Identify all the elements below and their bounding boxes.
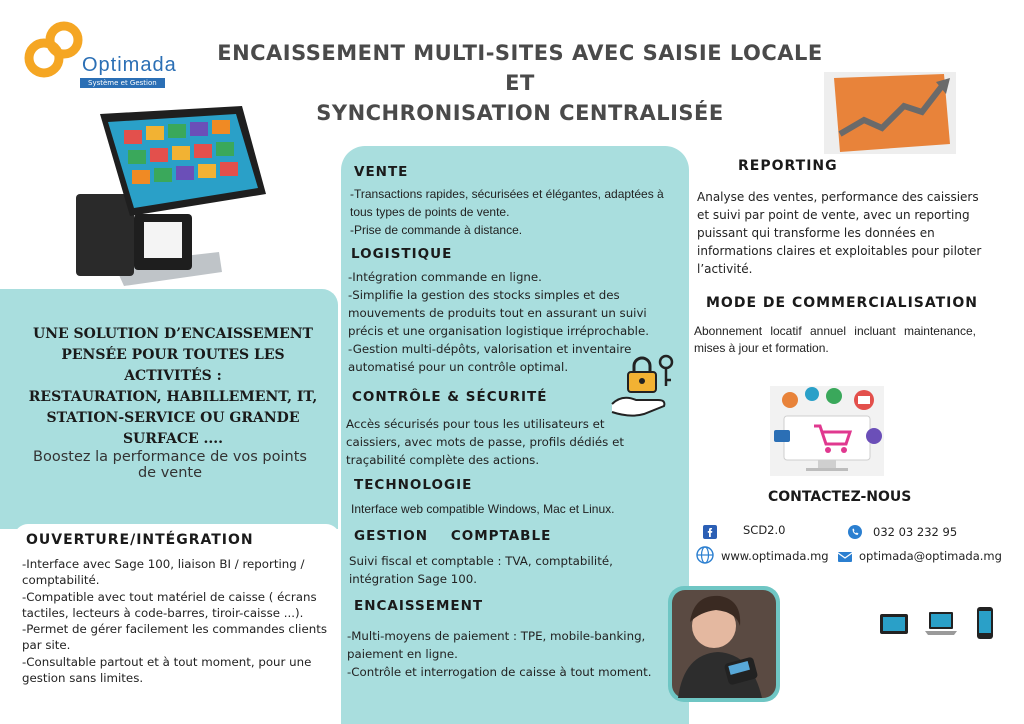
technologie-title: TECHNOLOGIE [354,477,473,493]
list-item: -Intégration commande en ligne. [348,270,542,284]
list-item: -Multi-moyens de paiement : TPE, mobile-banking, paiement en ligne. [347,629,646,661]
logo-name: Optimada [82,54,177,76]
solution-tagline [28,324,318,450]
cashier-photo [668,586,780,702]
list-item: -Gestion multi-dépôts, valorisation et inventaire automatisé pour un contrôle optimal. [348,342,632,374]
vente-list [350,185,684,239]
title-line-2: SYNCHRONISATION CENTRALISÉE [316,101,724,125]
phone-icon [848,525,862,539]
list-item: -Consultable partout et à tout moment, pour une gestion sans limites. [22,654,312,686]
contact-title: CONTACTEZ-NOUS [768,489,912,505]
smartphone-icon [975,606,995,640]
page-title [200,38,840,128]
tagline-line-5: SURFACE .... [122,431,224,447]
logistique-title: LOGISTIQUE [351,246,453,262]
reporting-body: Analyse des ventes, performance des caissiers et suivi par point de vente, avec un reporting puissant qui transforme les données en informations claires et exploitables pour piloter l’activité. [697,190,982,276]
encaissement-list [347,627,669,681]
gestion-title-b: COMPTABLE [450,528,552,544]
phone-number[interactable]: 032 03 232 95 [873,525,958,539]
email-link[interactable]: optimada@optimada.mg [859,549,1002,563]
list-item: -Simplifie la gestion des stocks simples et des mouvements de produits tout en assurant un suivi précis et une organisation logistique irréprochable. [348,288,649,338]
gestion-title [354,528,551,544]
logo-mark-icon [24,20,90,82]
email-icon [838,550,852,564]
facebook-icon [703,525,717,539]
tagline-line-1: UNE SOLUTION D’ENCAISSEMENT [33,326,313,342]
controle-body: Accès sécurisés pour tous les utilisateurs et caissiers, avec mots de passe, profils dédiés et traçabilité complète des actions. [346,417,624,467]
encaissement-title: ENCAISSEMENT [354,598,484,614]
list-item: -Interface avec Sage 100, liaison BI / reporting / comptabilité. [22,557,305,588]
vente-title: VENTE [354,164,409,180]
ouverture-title: OUVERTURE/INTÉGRATION [26,532,254,548]
logo-tagline: Système et Gestion [80,78,165,88]
title-line-1: ENCAISSEMENT MULTI-SITES AVEC SAISIE LOCALE ET [217,41,823,95]
list-item: -Compatible avec tout matériel de caisse ( écrans tactiles, lecteurs à code-barres, tiroir-caisse ...). [22,589,317,620]
tagline-line-4: STATION-SERVICE OU GRANDE [46,410,300,426]
list-item: -Permet de gérer facilement les commandes clients par site. [22,622,327,653]
ecommerce-monitor-icon [770,386,884,476]
technologie-body: Interface web compatible Windows, Mac et Linux. [351,502,615,516]
list-item: -Contrôle et interrogation de caisse à tout moment. [347,665,652,679]
list-item: -Transactions rapides, sécurisées et élégantes, adaptées à tous types de points de vente. [350,187,664,219]
list-item: -Prise de commande à distance. [350,223,523,237]
globe-icon [696,546,714,564]
boost-line-1: Boostez la performance de vos points [33,449,307,465]
facebook-handle: SCD2.0 [743,523,786,537]
growth-chart-icon [824,72,956,154]
tablet-icon [879,612,909,636]
reporting-title: REPORTING [738,158,838,174]
laptop-icon [924,610,958,638]
company-logo [24,20,194,92]
boost-slogan [14,449,326,481]
gestion-body: Suivi fiscal et comptable : TVA, comptabilité, intégration Sage 100. [349,554,613,586]
padlock-key-icon [608,352,678,418]
tagline-line-2: PENSÉE POUR TOUTES LES ACTIVITÉS : [61,347,285,384]
ouverture-list [22,556,338,686]
mode-title: MODE DE COMMERCIALISATION [706,295,978,311]
boost-line-2: de vente [137,465,203,481]
pos-terminal-icon [74,104,270,290]
tagline-line-3: RESTAURATION, HABILLEMENT, IT, [28,389,318,405]
mode-body: Abonnement locatif annuel incluant maintenance, mises à jour et formation. [694,324,976,355]
controle-title: CONTRÔLE & SÉCURITÉ [352,389,548,405]
website-link[interactable]: www.optimada.mg [721,549,829,563]
gestion-title-a: GESTION [354,528,429,544]
